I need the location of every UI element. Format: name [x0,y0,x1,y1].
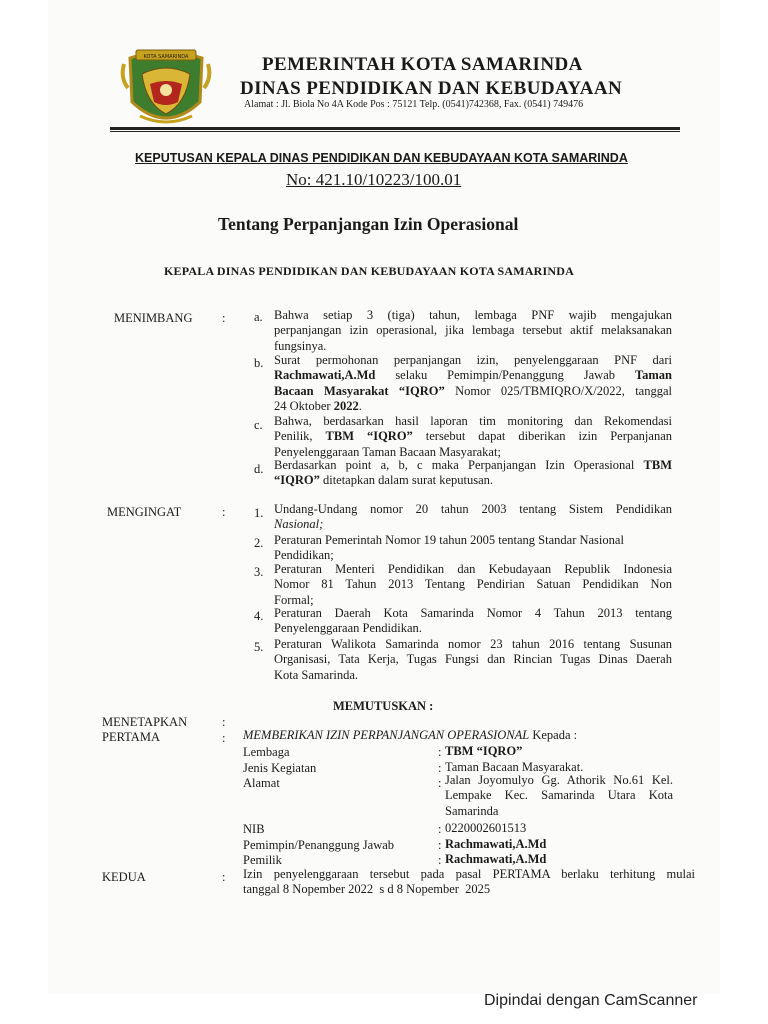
mengingat-item-4 [274,606,672,637]
text-fragment: 2022 [333,398,359,413]
text-line: Formal; [274,592,314,607]
letterhead-address: Alamat : Jl. Biola No 4A Kode Pos : 75121 Telp. (0541)742368, Fax. (0541) 749476 [244,99,584,110]
text-line [274,368,672,383]
item-marker: 1. [254,506,264,520]
institution-name: Bacaan Masyarakat “IQRO” [274,383,445,398]
pertama-intro [243,728,577,743]
text-line [274,429,672,444]
section-label-menetapkan: MENETAPKAN [102,715,188,729]
text-line: Pendidikan; [274,548,334,563]
menimbang-item-a [274,308,672,354]
field-value-alamat [445,773,673,819]
text-line: Izin penyelenggaraan tersebut pada pasal PERTAMA berlaku terhitung mulai [243,867,695,881]
text-line: Peraturan Menteri Pendidikan dan Kebudayaan Republik Indonesia [274,562,672,576]
text-line: Nomor 81 Tahun 2013 Tentang Pendirian Satuan Pendidikan Non [274,577,672,592]
text-line [274,399,672,414]
text-line: Bahwa, berdasarkan hasil laporan tim monitoring dan Rekomendasi [274,414,672,428]
field-sep: : [438,822,442,836]
letterhead-department: DINAS PENDIDIKAN DAN KEBUDAYAAN [240,78,623,99]
text-fragment: 24 Oktober [274,398,334,413]
field-sep: : [438,838,442,852]
text-line: perpanjangan izin operasional, jika lembaga tersebut aktif melaksanakan [274,323,672,338]
decree-title: KEPUTUSAN KEPALA DINAS PENDIDIKAN DAN KEBUDAYAAN KOTA SAMARINDA [135,151,628,165]
item-marker: 2. [254,536,264,550]
menimbang-item-c [274,414,672,460]
item-marker: d. [254,462,264,476]
text-line: Bahwa setiap 3 (tiga) tahun, lembaga PNF wajib mengajukan [274,308,672,322]
field-sep: : [438,853,442,867]
text-fragment: Taman [634,368,672,383]
text-line: Peraturan Daerah Kota Samarinda Nomor 4 Tahun 2013 tentang [274,606,672,620]
field-value-jenis: Taman Bacaan Masyarakat. [445,760,584,774]
text-line [274,473,672,488]
section-colon: : [222,731,226,745]
text-fragment: ditetapkan dalam surat keputusan. [319,473,494,488]
text-line [274,458,672,473]
city-emblem-logo [120,44,212,132]
text-fragment: TBM [643,458,672,472]
text-line: Surat permohonan perpanjangan izin, penyelenggaraan PNF dari [274,353,672,367]
item-marker: 3. [254,565,264,579]
item-marker: c. [254,418,263,432]
decree-number: No: 421.10/10223/100.01 [286,170,462,189]
text-line: Penyelenggaraan Taman Bacaan Masyarakat; [274,444,501,459]
scanner-watermark: Dipindai dengan CamScanner [484,992,698,1009]
item-marker: b. [254,356,264,370]
text-line: Peraturan Walikota Samarinda nomor 23 tahun 2016 tentang Susunan [274,637,672,651]
menimbang-item-b [274,353,672,414]
text-fragment: Penilik, [274,429,326,444]
section-colon: : [222,715,226,729]
decree-issuer: KEPALA DINAS PENDIDIKAN DAN KEBUDAYAAN KOTA SAMARINDA [164,264,574,278]
text-fragment: Nomor 025/TBMIQRO/X/2022, tanggal [444,383,672,398]
letterhead-divider-thick [110,127,680,130]
section-colon: : [222,311,226,325]
mengingat-item-3 [274,562,672,608]
field-value-pemilik: Rachmawati,A.Md [445,852,547,866]
item-marker: a. [254,310,263,324]
field-value-lembaga: TBM “IQRO” [445,744,523,758]
field-key-nib: NIB [243,822,265,836]
text-line: Penyelenggaraan Pendidikan. [274,621,422,636]
field-sep: : [438,761,442,775]
text-line: fungsinya. [274,338,327,353]
text-line: tanggal 8 Nopember 2022 s d 8 Nopember 2025 [243,882,491,897]
kedua-text [243,867,695,898]
letterhead-divider-thin [110,131,680,132]
applicant-name: Rachmawati,A.Md [274,368,376,383]
item-marker: 4. [254,609,264,623]
menimbang-item-d [274,458,672,489]
field-sep: : [438,745,442,759]
field-sep: : [438,776,442,790]
logo-text: KOTA SAMARINDA [143,54,189,60]
text-line: Peraturan Pemerintah Nomor 19 tahun 2005 tentang Standar Nasional [274,533,624,547]
section-label-kedua: KEDUA [102,870,146,884]
text-fragment: Kepada : [529,728,578,742]
section-label-menimbang: MENIMBANG [114,311,193,325]
field-key-lembaga: Lembaga [243,745,290,759]
section-colon: : [222,505,226,519]
section-label-pertama: PERTAMA [102,730,160,744]
text-fragment: MEMBERIKAN IZIN PERPANJANGAN OPERASIONAL [243,728,530,742]
field-value-nib: 0220002601513 [445,821,527,835]
text-line: Kota Samarinda. [274,667,359,682]
text-fragment: Berdasarkan point a, b, c maka Perpanjangan Izin Operasional [274,458,644,472]
mengingat-item-2 [274,533,672,564]
text-line: Organisasi, Tata Kerja, Tugas Fungsi dan Rincian Tugas Dinas Daerah [274,652,672,667]
letterhead-government: PEMERINTAH KOTA SAMARINDA [262,54,583,75]
mengingat-item-1 [274,502,672,533]
memutuskan-heading: MEMUTUSKAN : [333,699,434,713]
field-key-pimpinan: Pemimpin/Penanggung Jawab [243,838,395,852]
text-fragment: “IQRO” [274,473,320,488]
decree-subject: Tentang Perpanjangan Izin Operasional [218,214,519,234]
text-fragment: selaku Pemimpin/Penanggung Jawab [375,368,635,383]
field-key-pemilik: Pemilik [243,853,282,867]
text-line [274,384,672,399]
text-fragment: . [358,398,362,413]
mengingat-item-5 [274,637,672,683]
text-line: Undang-Undang nomor 20 tahun 2003 tentang Sistem Pendidikan [274,502,672,516]
text-fragment: tersebut dapat diberikan izin Perpanjanan [412,429,672,444]
text-line: Jalan Joyomulyo Gg. Athorik No.61 Kel. [445,773,673,787]
text-line: Lempake Kec. Samarinda Utara Kota [445,788,673,803]
section-label-mengingat: MENGINGAT [107,505,182,519]
section-colon: : [222,870,226,884]
item-marker: 5. [254,640,264,654]
field-value-pimpinan: Rachmawati,A.Md [445,837,547,851]
text-line: Nasional; [274,517,324,532]
text-line: Samarinda [445,803,499,818]
field-key-jenis: Jenis Kegiatan [243,761,317,775]
field-key-alamat: Alamat [243,776,280,790]
text-fragment: TBM “IQRO” [325,429,413,444]
